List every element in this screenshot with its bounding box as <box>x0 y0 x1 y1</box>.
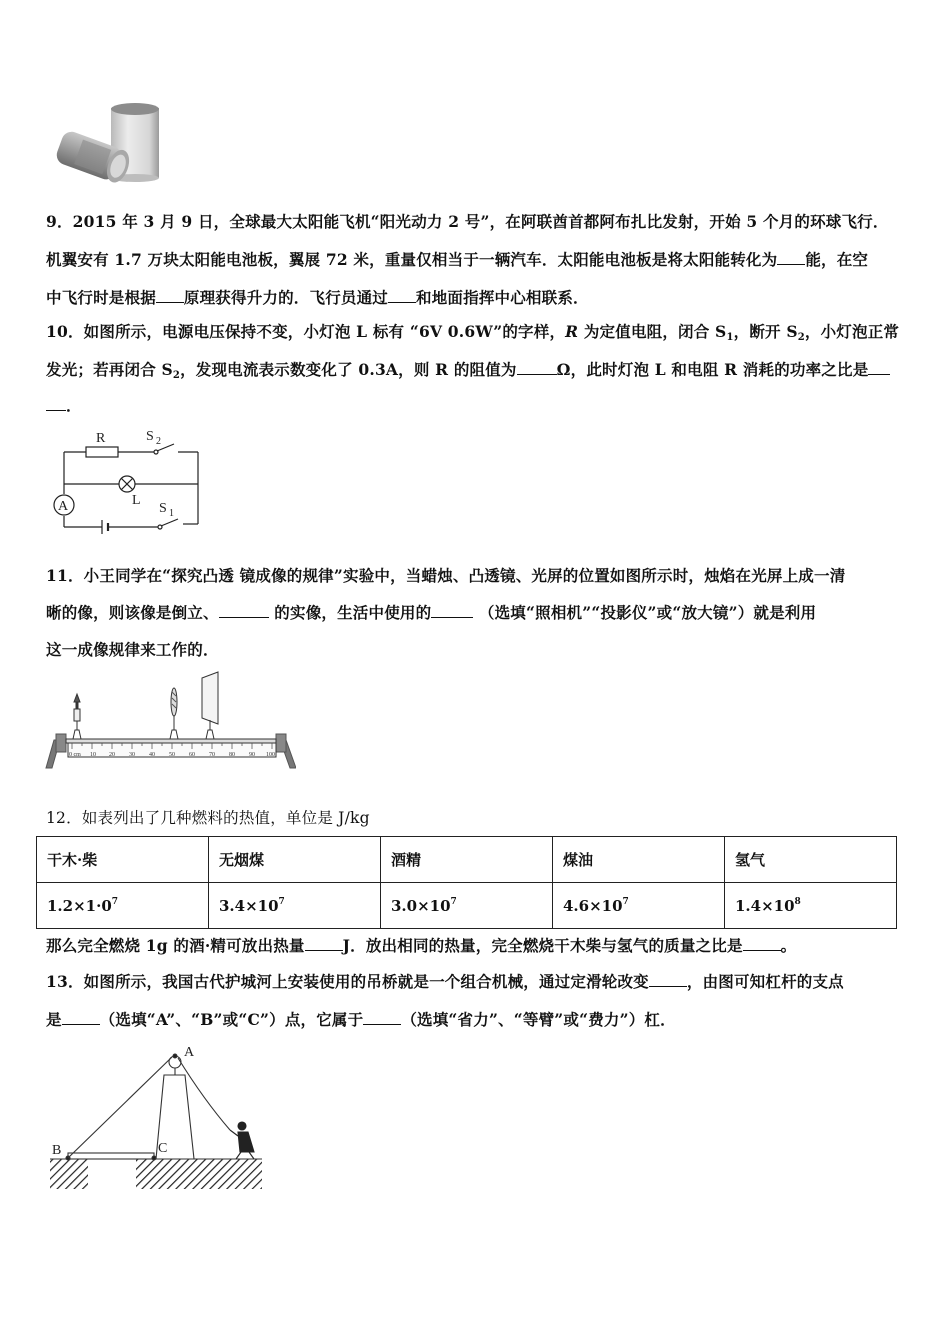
q13-blank-direction[interactable] <box>649 972 687 987</box>
q11-blank-device[interactable] <box>431 603 473 618</box>
q10-line1-tail: ，小灯泡正常 <box>804 322 900 341</box>
q13-blank-lever-type[interactable] <box>363 1010 401 1025</box>
q10-s1-sub: 1 <box>726 332 734 343</box>
circuit-diagram <box>46 424 206 534</box>
q9-line2-tail: 能，在空 <box>805 250 869 269</box>
tick-70: 70 <box>209 752 215 758</box>
resistor-label: R <box>96 431 106 446</box>
q12-blank-heat[interactable] <box>305 936 343 951</box>
q10-line2-mid: ，发现电流表示数变化了 0.3A，则 R 的阻值为 <box>180 360 517 379</box>
q9-blank-communication[interactable] <box>388 288 416 303</box>
q9-line3-mid: 原理获得升力的．飞行员通过 <box>183 288 389 307</box>
table-header-cell: 煤油 <box>553 837 725 883</box>
q9-line3 <box>46 286 589 308</box>
drawbridge-diagram <box>44 1040 268 1196</box>
point-a-label: A <box>184 1045 195 1060</box>
q10-line2-sub: 2 <box>172 370 181 381</box>
q9-blank-energy[interactable] <box>777 250 805 265</box>
point-b-label: B <box>52 1143 62 1158</box>
q10-blank-resistance[interactable] <box>517 360 557 375</box>
q12-question <box>46 934 796 956</box>
q10-line1-text: 10．如图所示，电源电压保持不变，小灯泡 L 标有 “6V 0.6W”的字样， <box>46 322 566 341</box>
q9-line2 <box>46 248 868 270</box>
q10-line2-tail: Ω，此时灯泡 L 和电阻 R 消耗的功率之比是 <box>556 360 869 379</box>
q10-line1 <box>46 320 899 343</box>
q13-line1-text: 13．如图所示，我国古代护城河上安装使用的吊桥就是一个组合机械，通过定滑轮改变 <box>46 972 649 991</box>
q13-line2 <box>46 1008 676 1030</box>
fuel-heat-value-table <box>36 836 897 929</box>
q9-line3-text: 中飞行时是根据 <box>46 288 156 307</box>
switch1-sub: 1 <box>169 508 174 519</box>
table-cell: $3.4\times 10^7$ <box>209 883 381 929</box>
table-cell: $3.0\times 10^7$ <box>381 883 553 929</box>
q11-line1: 11．小王同学在“探究凸透 镜成像的规律”实验中，当蜡烛、凸透镜、光屏的位置如图所示时，烛焰在光屏上成一清 <box>46 566 846 585</box>
q10-line2-text: 发光；若再闭合 S <box>46 360 173 379</box>
switch1-label: S <box>159 501 167 516</box>
q10-line2 <box>46 358 890 381</box>
q11-line2 <box>46 601 816 623</box>
battery-cells-image <box>48 98 168 186</box>
table-header-cell: 酒精 <box>381 837 553 883</box>
q11-line2-text: 晰的像，则该像是倒立、 <box>46 603 219 622</box>
table-header-row <box>37 837 897 883</box>
point-c-label: C <box>158 1141 168 1156</box>
table-cell: $4.6\times 10^7$ <box>553 883 725 929</box>
table-header-cell: 氢气 <box>725 837 897 883</box>
q13-line2-tail: （选填“省力”、“等臂”或“费力”）杠． <box>401 1010 676 1029</box>
q10-line3 <box>46 394 82 416</box>
optical-bench-diagram <box>44 670 296 774</box>
q9-line1: 9．2015 年 3 月 9 日，全球最大太阳能飞机“阳光动力 2 号”，在阿联酋首都阿布扎比发射，开始 5 个月的环球飞行． <box>46 212 889 231</box>
tick-60: 60 <box>189 752 195 758</box>
q12-intro: 12．如表列出了几种燃料的热值，单位是 J/kg <box>46 809 370 827</box>
tick-80: 80 <box>229 752 235 758</box>
q11-line2-tail: （选填“照相机”“投影仪”或“放大镜”）就是利用 <box>473 603 817 622</box>
q13-line1 <box>46 970 844 992</box>
table-header-cell: 无烟煤 <box>209 837 381 883</box>
q10-blank-power-ratio[interactable] <box>868 360 890 375</box>
tick-90: 90 <box>249 752 255 758</box>
person-pulling-rope <box>230 1122 254 1159</box>
lamp-label: L <box>132 493 141 508</box>
q13-line2-text: 是 <box>46 1010 62 1029</box>
light-screen <box>202 672 218 739</box>
q9-blank-principle[interactable] <box>156 288 184 303</box>
q12-question-text: 那么完全燃烧 1g 的酒·精可放出热量 <box>46 936 305 955</box>
tick-50: 50 <box>169 752 175 758</box>
q11-line2-mid: 的实像，生活中使用的 <box>268 603 432 622</box>
switch2-label: S <box>146 429 154 444</box>
q13-blank-fulcrum[interactable] <box>62 1010 100 1025</box>
table-header-cell: 干木·柴 <box>37 837 209 883</box>
q10-line3-dot: ． <box>66 396 82 415</box>
q13-line2-mid: （选填“A”、“B”或“C”）点，它属于 <box>99 1010 364 1029</box>
tick-40: 40 <box>149 752 155 758</box>
tick-20: 20 <box>109 752 115 758</box>
q12-blank-mass-ratio[interactable] <box>743 936 781 951</box>
q12-question-mid: J．放出相同的热量，完全燃烧干木柴与氢气的质量之比是 <box>342 936 743 955</box>
tick-30: 30 <box>129 752 135 758</box>
tick-100: 100 <box>266 752 275 758</box>
q12-question-tail: 。 <box>780 936 797 955</box>
candle <box>73 694 81 739</box>
ruler-unit: 0 cm <box>69 752 81 758</box>
ammeter-label: A <box>58 499 69 514</box>
q9-line3-tail: 和地面指挥中心相联系． <box>416 288 589 307</box>
q10-line1-mid: 为定值电阻，闭合 S <box>578 322 727 341</box>
q10-blank-power-ratio-cont[interactable] <box>46 396 66 411</box>
table-cell: $1.4\times 10^8$ <box>725 883 897 929</box>
q10-s2-sub: 2 <box>797 332 805 343</box>
table-cell: $1.2\times 1\cdot 0^7$ <box>37 883 209 929</box>
q9-line2-text: 机翼安有 1.7 万块太阳能电池板，翼展 72 米，重量仅相当于一辆汽车．太阳能电池板是将太阳能转化为 <box>46 250 778 269</box>
switch2-sub: 2 <box>156 436 161 447</box>
convex-lens <box>170 688 178 739</box>
q11-blank-image-size[interactable] <box>219 603 269 618</box>
q10-line1-mid2: ，断开 S <box>733 322 798 341</box>
q10-r-symbol: R <box>565 322 579 341</box>
q11-line3: 这一成像规律来工作的． <box>46 640 219 659</box>
tick-10: 10 <box>90 752 96 758</box>
q13-line1-tail: ，由图可知杠杆的支点 <box>686 972 844 991</box>
table-row <box>37 883 897 929</box>
